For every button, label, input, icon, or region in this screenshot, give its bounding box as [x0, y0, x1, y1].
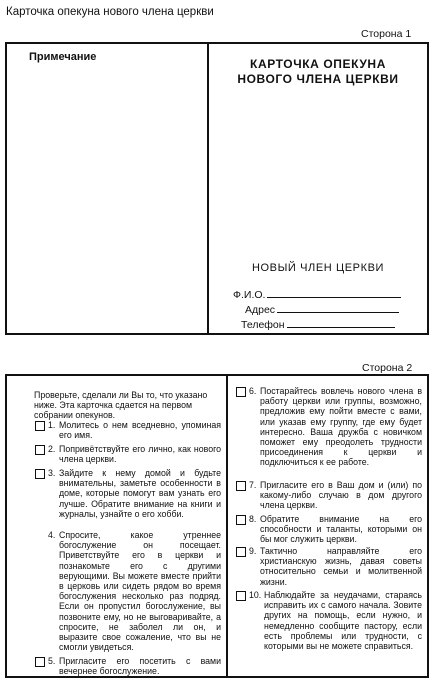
item-text: Постарайтесь вовлечь нового члена в работу церкви или группы, возможно, предложив ему пойти вместе с вами, или указав ему группу, где ему будет интересно. Ваша дружба с новичком поможет ему преодолеть трудности присоединения к церкви и подключиться к ее работе.	[260, 386, 422, 468]
name-label: Ф.И.О.	[233, 289, 266, 301]
checkbox[interactable]	[35, 469, 45, 479]
list-item	[236, 590, 422, 651]
checkbox[interactable]	[35, 421, 45, 431]
item-text: Пригласите его в Ваш дом и (или) по какому-либо случаю в дом другого члена церкви.	[260, 480, 422, 511]
side-1-label: Сторона 1	[361, 28, 412, 40]
card-divider	[207, 44, 209, 333]
item-text: Тактично направляйте его христианскую жизнь, давая советы относительно семьи и молитвенной жизни.	[260, 546, 422, 587]
item-number: 8.	[249, 514, 257, 524]
item-text: Обратите внимание на его способности и таланты, которыми он бы мог служить церкви.	[260, 514, 422, 545]
checkbox[interactable]	[35, 445, 45, 455]
list-item	[35, 468, 221, 519]
note-title: Примечание	[29, 51, 97, 63]
checkbox[interactable]	[236, 515, 246, 525]
item-number: 6.	[249, 386, 257, 396]
checkbox[interactable]	[236, 547, 246, 557]
intro-text: Проверьте, сделали ли Вы то, что указано ниже. Эта карточка сдается на первом собрании опекунов.	[34, 390, 208, 421]
item-number: 4.	[48, 530, 56, 540]
side-2-divider	[226, 376, 228, 676]
item-number: 7.	[249, 480, 257, 490]
item-number: 2.	[48, 444, 56, 454]
item-text: Попривётствуйте его лично, как нового члена церкви.	[59, 444, 221, 465]
checkbox[interactable]	[236, 481, 246, 491]
name-field	[233, 288, 401, 301]
list-item	[35, 530, 221, 652]
new-member-heading: НОВЫЙ ЧЛЕН ЦЕРКВИ	[251, 262, 385, 274]
item-number: 10.	[249, 590, 262, 600]
phone-line	[287, 318, 395, 328]
item-number: 5.	[48, 656, 56, 666]
list-item	[236, 514, 422, 545]
side-2-label: Сторона 2	[362, 362, 413, 374]
item-text: Пригласите его посетить с вами вечернее богослужение.	[59, 656, 221, 677]
list-item	[236, 386, 422, 468]
list-item	[35, 444, 221, 464]
item-text: Наблюдайте за неудачами, стараясь исправить их с самого начала. Зовите других на помощь, если нужно, и немедленно сообщите пастору, если есть проблемы или трудности, с которыми вы не можете справиться.	[264, 590, 422, 652]
checkbox[interactable]	[236, 387, 246, 397]
checkbox[interactable]	[236, 591, 246, 601]
list-item	[236, 546, 422, 587]
item-number: 3.	[48, 468, 56, 478]
address-label: Адрес	[245, 304, 276, 316]
item-text: Молитесь о нем вседневно, упоминая его имя.	[59, 420, 221, 441]
list-item	[35, 656, 221, 676]
page-title: Карточка опекуна нового члена церкви	[6, 6, 214, 18]
card-title: КАРТОЧКА ОПЕКУНА НОВОГО ЧЛЕНА ЦЕРКВИ	[237, 57, 399, 86]
phone-label: Телефон	[241, 319, 285, 331]
list-item	[236, 480, 422, 511]
checkbox[interactable]	[35, 657, 45, 667]
phone-field	[241, 318, 395, 331]
list-item	[35, 420, 221, 440]
address-line	[277, 303, 399, 313]
item-text: Спросите, какое утреннее богослужение он посещает. Приветствуйте его в церкви и познакомьте его с другими верующими. Вы можете вместе прийти в церковь или сидеть рядом во время богослужения несколько раз подряд. Если он пропустил богослужение, вы позвоните ему, но не выговаривайте, а спросите, не заболел ли он, и выразите свое сожаление, что вы не смогли увидеться.	[59, 530, 221, 653]
item-text: Зайдите к нему домой и будьте внимательны, заметьте особенности в доме, которые помогут вам узнать его лучше. Обратите внимание на книги и журналы, узнайте о его хобби.	[59, 468, 221, 519]
item-number: 1.	[48, 420, 56, 430]
name-line	[267, 288, 401, 298]
address-field	[245, 303, 399, 316]
item-number: 9.	[249, 546, 257, 556]
